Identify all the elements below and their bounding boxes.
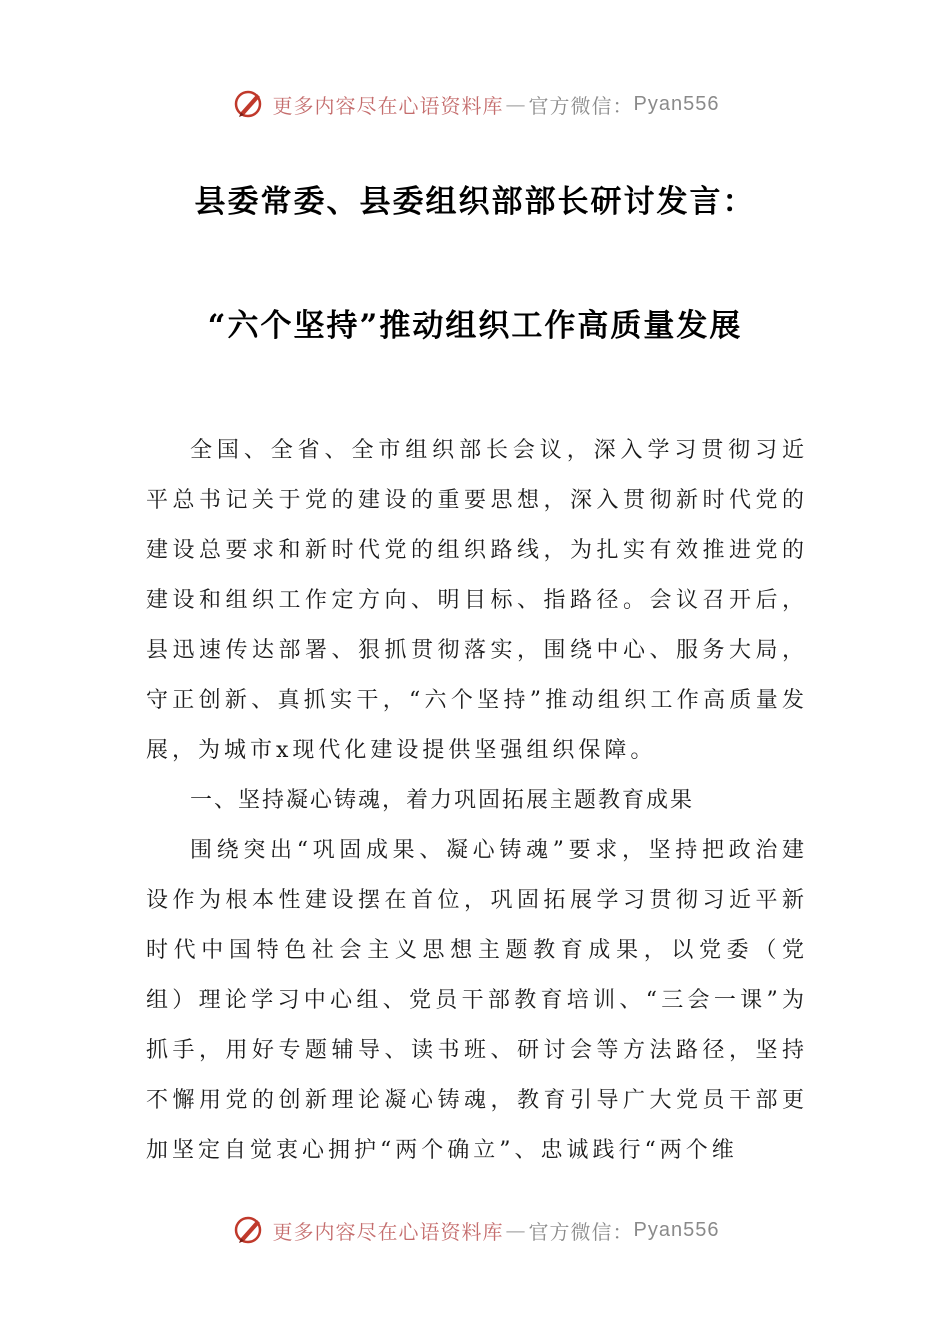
watermark-suffix: 官方微信： [528,1219,634,1244]
body-paragraph: 围绕突出“巩固成果、凝心铸魂”要求，坚持把政治建设作为根本性建设摆在首位，巩固拓展学习贯彻习近平新时代中国特色社会主义思想主题教育成果，以党委（党组）理论学习中心组、党员干部教育培训、“三会一课”为抓手，用好专题辅导、读书班、研讨会等方法路径，坚持不懈用党的创新理论凝心铸魂，教育引导广大党员干部更加坚定自觉衷心拥护“两个确立”、忠诚践行“两个维 [146,838,808,1163]
pen-circle-logo-icon [231,86,267,122]
watermark-footer [0,1210,950,1250]
watermark-suffix: 官方微信： [528,93,634,118]
pen-circle-logo-icon [231,1212,267,1248]
document-title-line-1: 县委常委、县委组织部部长研讨发言： [194,184,756,220]
section-heading: 一、坚持凝心铸魂，着力巩固拓展主题教育成果 [190,788,695,813]
watermark-header [0,84,950,124]
watermark-separator: — [505,1218,527,1242]
document-title-line-2: “六个坚持”推动组织工作高质量发展 [207,308,743,344]
watermark-id: Pyan556 [633,1218,720,1241]
watermark-text: 更多内容尽在心语资料库 [272,93,504,118]
watermark-separator: — [505,92,527,116]
watermark-id: Pyan556 [633,92,720,115]
body-paragraph: 全国、全省、全市组织部长会议，深入学习贯彻习近平总书记关于党的建设的重要思想，深入贯彻新时代党的建设总要求和新时代党的组织路线，为扎实有效推进党的建设和组织工作定方向、明目标、指路径。会议召开后，县迅速传达部署、狠抓贯彻落实，围绕中心、服务大局，守正创新、真抓实干，“六个坚持”推动组织工作高质量发展，为城市x现代化建设提供坚强组织保障。 [146,438,808,763]
document-body [146,426,808,1176]
watermark-text: 更多内容尽在心语资料库 [272,1219,504,1244]
